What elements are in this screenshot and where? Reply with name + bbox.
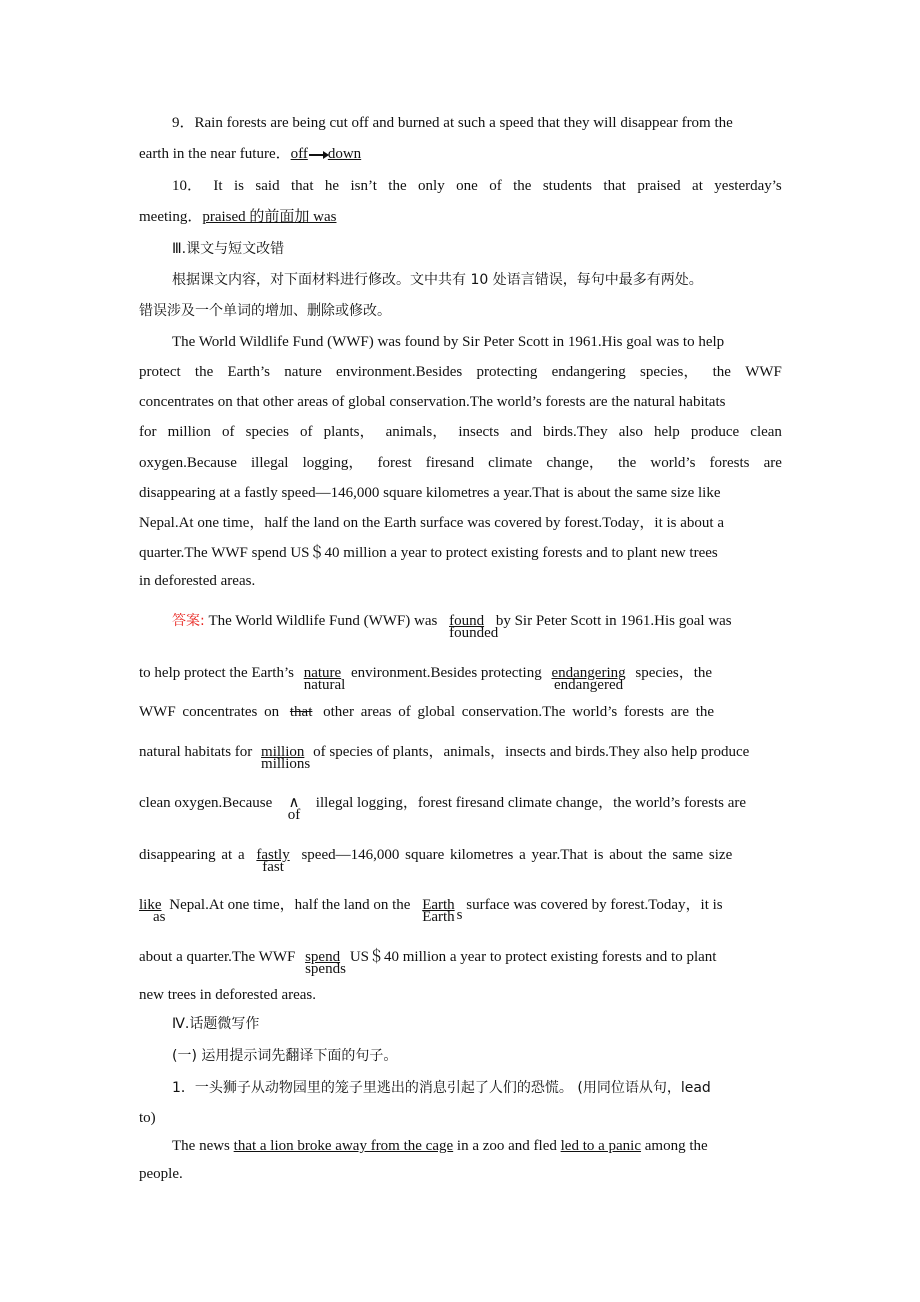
answer-text: disappearing at a <box>139 847 245 863</box>
word: isn’t <box>350 178 377 194</box>
fix-word: as <box>153 909 166 925</box>
word: forest <box>377 455 412 471</box>
word: clean <box>750 424 782 440</box>
word: of <box>489 178 502 194</box>
answer-line-4 <box>139 742 782 772</box>
wrong-word: Earth <box>422 897 455 913</box>
word: species <box>245 424 289 440</box>
word: climate <box>488 455 533 471</box>
passage-line-4 <box>139 422 782 442</box>
passage-line-3: concentrates on that other areas of global conservation.The world’s forests are the natural habitats <box>139 394 726 410</box>
word: world’s <box>650 455 696 471</box>
word: help <box>653 424 680 440</box>
fix-word: natural <box>303 677 346 693</box>
answer-line-5 <box>139 793 782 823</box>
word: for <box>139 424 157 440</box>
passage-line-8: quarter.The WWF spend US＄40 million a year to protect existing forests and to plant new trees <box>139 545 718 561</box>
deleted-word: that <box>289 704 313 720</box>
answer-text: to help protect the Earth’s <box>139 665 294 681</box>
fix-word: founded <box>449 625 499 641</box>
answer-1-line-2: people. <box>139 1166 183 1182</box>
item-10-text: meeting． <box>139 209 203 225</box>
word: endangering <box>551 364 626 380</box>
word: birds.They <box>543 424 608 440</box>
word: yesterday’s <box>714 178 782 194</box>
question-1-line-1: 1．一头狮子从动物园里的笼子里逃出的消息引起了人们的恐慌。 (用同位语从句，lead <box>172 1080 711 1096</box>
answer-line-2 <box>139 663 782 693</box>
answer-text: surface was covered by forest.Today，it is <box>466 897 723 913</box>
correction <box>261 742 311 772</box>
passage-line-5 <box>139 453 782 473</box>
answer-text: of species of plants，animals，insects and birds.They also help produce <box>313 744 750 760</box>
word: is <box>234 178 245 194</box>
section-3-heading: Ⅲ.课文与短文改错 <box>172 241 285 257</box>
passage-line-7: Nepal.At one time，half the land on the Earth surface was covered by forest.Today，it is about a <box>139 515 725 531</box>
added-letter: s <box>456 907 463 923</box>
word: only <box>418 178 445 194</box>
answer-text: among the <box>644 1138 708 1154</box>
word: said <box>255 178 280 194</box>
answer-text: The World Wildlife Fund (WWF) was <box>208 613 438 629</box>
answer-line-1 <box>139 611 782 641</box>
word: forests <box>709 455 750 471</box>
word: the <box>513 178 532 194</box>
insert-mark <box>286 793 302 823</box>
correction <box>305 947 346 977</box>
section-3-instruction-1: 根据课文内容，对下面材料进行修改。文中共有 10 处语言错误，每句中最多有两处。 <box>172 272 703 288</box>
answer-text: illegal logging，forest firesand climate change，the world’s forests are <box>315 795 747 811</box>
answer-blank: that a lion broke away from the cage <box>233 1138 454 1154</box>
word: Earth’s <box>227 364 271 380</box>
word: students <box>542 178 592 194</box>
correction <box>551 663 626 693</box>
word: animals， <box>385 424 448 440</box>
fix-word: of <box>287 807 301 823</box>
answer-line-9: new trees in deforested areas. <box>139 987 316 1003</box>
answer-text: natural habitats for <box>139 744 253 760</box>
correction <box>256 845 290 875</box>
wrong-word: million <box>261 744 305 760</box>
word: at <box>692 178 703 194</box>
word: oxygen.Because <box>139 455 237 471</box>
fix-word: Earth <box>422 909 455 925</box>
answer-1-line-1 <box>139 1136 782 1156</box>
passage-line-9: in deforested areas. <box>139 573 256 589</box>
word: protect <box>139 364 181 380</box>
word: the <box>194 364 214 380</box>
answer-text: environment.Besides protecting <box>350 665 542 681</box>
word: also <box>618 424 643 440</box>
section-4-heading: Ⅳ.话题微写作 <box>172 1016 260 1032</box>
item-9-text: earth in the near future． <box>139 146 291 162</box>
caret-icon: ∧ <box>288 795 300 811</box>
word: firesand <box>425 455 475 471</box>
answer-text: by Sir Peter Scott in 1961.His goal was <box>495 613 732 629</box>
word: protecting <box>476 364 538 380</box>
correction <box>449 611 499 641</box>
item-9-answer: off down <box>290 146 362 162</box>
item-10-answer: praised 的前面加 was <box>202 209 337 225</box>
answer-text: other areas of global conservation.The world’s forests are the <box>323 704 715 720</box>
item-9-line-2 <box>139 144 782 164</box>
word: 10． <box>172 178 203 194</box>
fix-word: endangered <box>553 677 624 693</box>
word: logging， <box>302 455 364 471</box>
answer-line-7 <box>139 895 782 925</box>
word: one <box>456 178 478 194</box>
answer-line-3 <box>139 702 782 722</box>
wrong-word: nature <box>303 665 342 681</box>
word: It <box>213 178 223 194</box>
word: the <box>712 364 731 380</box>
answer-label: 答案: <box>172 613 205 629</box>
passage-line-2 <box>139 362 782 382</box>
passage-line-6: disappearing at a fastly speed—146,000 square kilometres a year.That is about the same size like <box>139 485 721 501</box>
word: of <box>222 424 235 440</box>
wrong-word: spend <box>305 949 341 965</box>
passage-line-1: The World Wildlife Fund (WWF) was found by Sir Peter Scott in 1961.His goal was to help <box>172 334 725 350</box>
fix-word: spends <box>305 961 346 977</box>
correction <box>139 895 166 925</box>
section-4-subheading: (一) 运用提示词先翻译下面的句子。 <box>172 1048 398 1064</box>
answer-text: in a zoo and fled <box>456 1138 557 1154</box>
word: illegal <box>250 455 289 471</box>
word: and <box>510 424 532 440</box>
word: that <box>291 178 314 194</box>
word: of <box>300 424 313 440</box>
fix-word: millions <box>261 756 311 772</box>
answer-text: clean oxygen.Because <box>139 795 273 811</box>
answer-line-6 <box>139 845 782 875</box>
word: nature <box>284 364 322 380</box>
word: environment.Besides <box>336 364 463 380</box>
wrong-word: found <box>449 613 485 629</box>
answer-text: Nepal.At one time，half the land on the <box>169 897 411 913</box>
answer-text: speed—146,000 square kilometres a year.That is about the same size <box>301 847 733 863</box>
correction <box>303 663 346 693</box>
answer-text: species，the <box>635 665 713 681</box>
wrong-word: endangering <box>551 665 626 681</box>
word: WWF <box>745 364 782 380</box>
item-10-line-1 <box>139 176 782 196</box>
word: he <box>324 178 340 194</box>
word: produce <box>690 424 740 440</box>
word: million <box>167 424 211 440</box>
item-10-line-2 <box>139 207 782 227</box>
correction <box>422 895 455 925</box>
word: the <box>618 455 637 471</box>
question-1-line-2: to) <box>139 1110 156 1126</box>
arrow-icon <box>309 154 327 156</box>
answer-text: about a quarter.The WWF <box>139 949 296 965</box>
wrong-word: like <box>139 897 162 913</box>
word: that <box>603 178 626 194</box>
word: are <box>763 455 782 471</box>
section-3-instruction-2: 错误涉及一个单词的增加、删除或修改。 <box>139 303 391 319</box>
fix-word: fast <box>262 859 284 875</box>
word: the <box>388 178 407 194</box>
word: praised <box>637 178 681 194</box>
wrong-word: fastly <box>256 847 290 863</box>
word: change， <box>546 455 604 471</box>
answer-line-8 <box>139 947 782 977</box>
word: plants， <box>323 424 375 440</box>
item-9-line-1: 9．Rain forests are being cut off and burned at such a speed that they will disappear from the <box>172 115 733 131</box>
answer-text: The news <box>172 1138 230 1154</box>
answer-blank: led to a panic <box>560 1138 642 1154</box>
answer-text: US＄40 million a year to protect existing forests and to plant <box>349 949 717 965</box>
answer-text: WWF concentrates on <box>139 704 280 720</box>
word: insects <box>458 424 500 440</box>
word: species， <box>640 364 699 380</box>
